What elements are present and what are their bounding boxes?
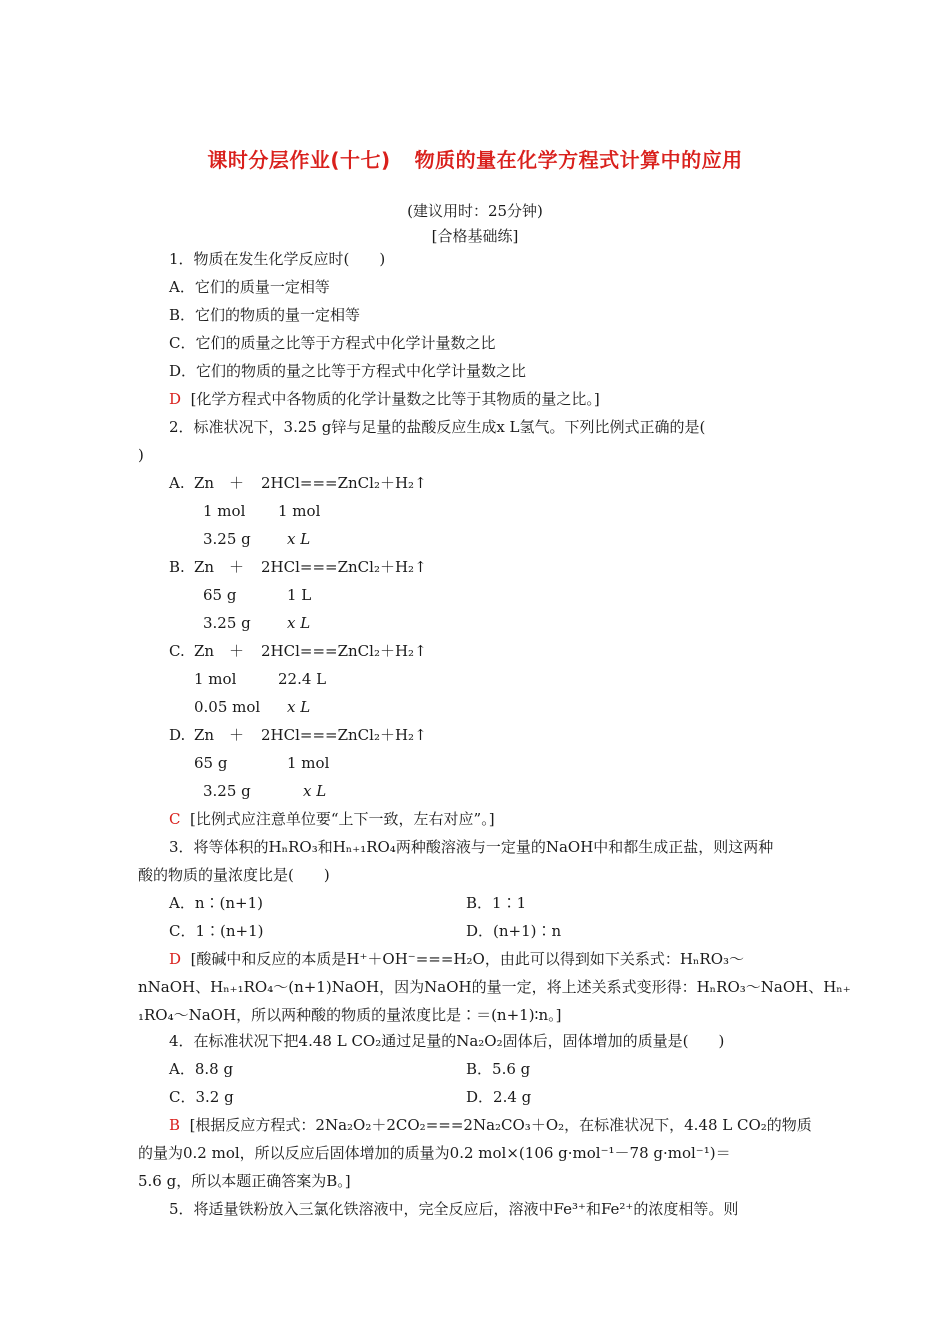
q1-stem: 1．物质在发生化学反应时( )	[169, 250, 386, 268]
q1-option-b: B．它们的物质的量一定相等	[169, 306, 361, 324]
q3-option-c: C．1∶(n+1)	[169, 922, 264, 940]
q2-b-r1c1: 65 g	[203, 586, 237, 604]
q4-explanation-line3: 5.6 g，所以本题正确答案为B。]	[138, 1172, 351, 1190]
q3-option-b: B．1∶1	[466, 894, 527, 912]
q2-d-rest: 2HCl===ZnCl₂＋H₂↑	[261, 726, 427, 744]
q2-a-plus: ＋	[229, 474, 245, 492]
q2-b-r1c2: 1 L	[287, 586, 312, 604]
q3-explanation-line2: nNaOH、Hₙ₊₁RO₄～(n+1)NaOH，因为NaOH的量一定，将上述关系式变形得：HₙRO₃～NaOH、Hₙ₊	[138, 978, 851, 996]
q2-option-a-label: A.	[169, 474, 185, 492]
q2-d-r1c1: 65 g	[194, 754, 228, 772]
q2-d-plus: ＋	[229, 726, 245, 744]
q4-explanation-line2: 的量为0.2 mol，所以反应后固体增加的质量为0.2 mol×(106 g·mol⁻¹－78 g·mol⁻¹)＝	[138, 1144, 731, 1162]
q4-answer: B	[169, 1116, 181, 1134]
q3-answer: D	[169, 950, 182, 968]
q3-explanation-line1	[169, 949, 744, 969]
q1-answer: D	[169, 390, 182, 408]
q4-option-b: B．5.6 g	[466, 1060, 531, 1078]
q2-b-plus: ＋	[229, 558, 245, 576]
q3-option-a: A．n∶(n+1)	[169, 894, 263, 912]
q2-c-r2c1: 0.05 mol	[194, 698, 261, 716]
q2-answer: C	[169, 810, 181, 828]
q2-c-r1c2: 22.4 L	[278, 670, 327, 688]
title-part1: 课时分层作业(十七)	[207, 148, 391, 172]
q2-c-zn: Zn	[194, 642, 215, 660]
q2-b-zn: Zn	[194, 558, 215, 576]
q2-option-d-label: D.	[169, 726, 186, 744]
q1-option-a: A．它们的质量一定相等	[169, 278, 330, 296]
q2-d-zn: Zn	[194, 726, 215, 744]
q3-explanation-line3: ₁RO₄～NaOH，所以两种酸的物质的量浓度比是∶＝(n+1)∶n。]	[138, 1006, 562, 1024]
q2-a-r1c2: 1 mol	[278, 502, 321, 520]
q2-a-rest: 2HCl===ZnCl₂＋H₂↑	[261, 474, 427, 492]
q2-d-r1c2: 1 mol	[287, 754, 330, 772]
q1-explain-text: [化学方程式中各物质的化学计量数之比等于其物质的量之比。]	[190, 390, 600, 408]
q3-option-d: D．(n+1)∶n	[466, 922, 562, 940]
q2-d-r2c1: 3.25 g	[203, 782, 251, 800]
q2-b-r2c1: 3.25 g	[203, 614, 251, 632]
q2-explain-text: [比例式应注意单位要“上下一致，左右对应”。]	[190, 810, 495, 828]
q2-stem-end: )	[138, 446, 144, 464]
time-hint: (建议用时：25分钟)	[407, 202, 543, 220]
q3-stem-line1: 3．将等体积的HₙRO₃和Hₙ₊₁RO₄两种酸溶液与一定量的NaOH中和都生成正盐，则这两种	[169, 838, 774, 856]
page-title	[0, 144, 950, 173]
q2-stem: 2．标准状况下，3.25 g锌与足量的盐酸反应生成x L氢气。下列比例式正确的是(	[169, 418, 706, 436]
q2-a-r2c2: x L	[287, 530, 311, 548]
q2-a-r1c1: 1 mol	[203, 502, 246, 520]
q2-c-rest: 2HCl===ZnCl₂＋H₂↑	[261, 642, 427, 660]
q4-stem: 4．在标准状况下把4.48 L CO₂通过足量的Na₂O₂固体后，固体增加的质量是( )	[169, 1032, 725, 1050]
q4-explanation-line1	[169, 1115, 812, 1135]
q2-option-b-label: B.	[169, 558, 185, 576]
q1-explanation	[169, 389, 600, 409]
q3-explain-text: [酸碱中和反应的本质是H⁺＋OH⁻===H₂O，由此可以得到如下关系式：HₙRO₃～	[190, 950, 744, 968]
q2-c-plus: ＋	[229, 642, 245, 660]
q2-a-zn: Zn	[194, 474, 215, 492]
q1-option-c: C．它们的质量之比等于方程式中化学计量数之比	[169, 334, 496, 352]
q5-stem: 5．将适量铁粉放入三氯化铁溶液中，完全反应后，溶液中Fe³⁺和Fe²⁺的浓度相等。则	[169, 1200, 739, 1218]
q2-option-c-label: C.	[169, 642, 185, 660]
q2-c-r2c2: x L	[287, 698, 311, 716]
q4-option-d: D．2.4 g	[466, 1088, 532, 1106]
section-heading: [合格基础练]	[431, 227, 519, 245]
q2-a-r2c1: 3.25 g	[203, 530, 251, 548]
q2-explanation	[169, 809, 495, 829]
q4-explain-text: [根据反应方程式：2Na₂O₂＋2CO₂===2Na₂CO₃＋O₂，在标准状况下，4.48 L CO₂的物质	[189, 1116, 812, 1134]
q3-stem-line2: 酸的物质的量浓度比是( )	[138, 866, 330, 884]
title-part2: 物质的量在化学方程式计算中的应用	[414, 148, 743, 172]
q1-option-d: D．它们的物质的量之比等于方程式中化学计量数之比	[169, 362, 527, 380]
q4-option-a: A．8.8 g	[169, 1060, 234, 1078]
q2-c-r1c1: 1 mol	[194, 670, 237, 688]
q2-b-rest: 2HCl===ZnCl₂＋H₂↑	[261, 558, 427, 576]
q4-option-c: C．3.2 g	[169, 1088, 234, 1106]
q2-b-r2c2: x L	[287, 614, 311, 632]
q2-d-r2c2: x L	[303, 782, 327, 800]
